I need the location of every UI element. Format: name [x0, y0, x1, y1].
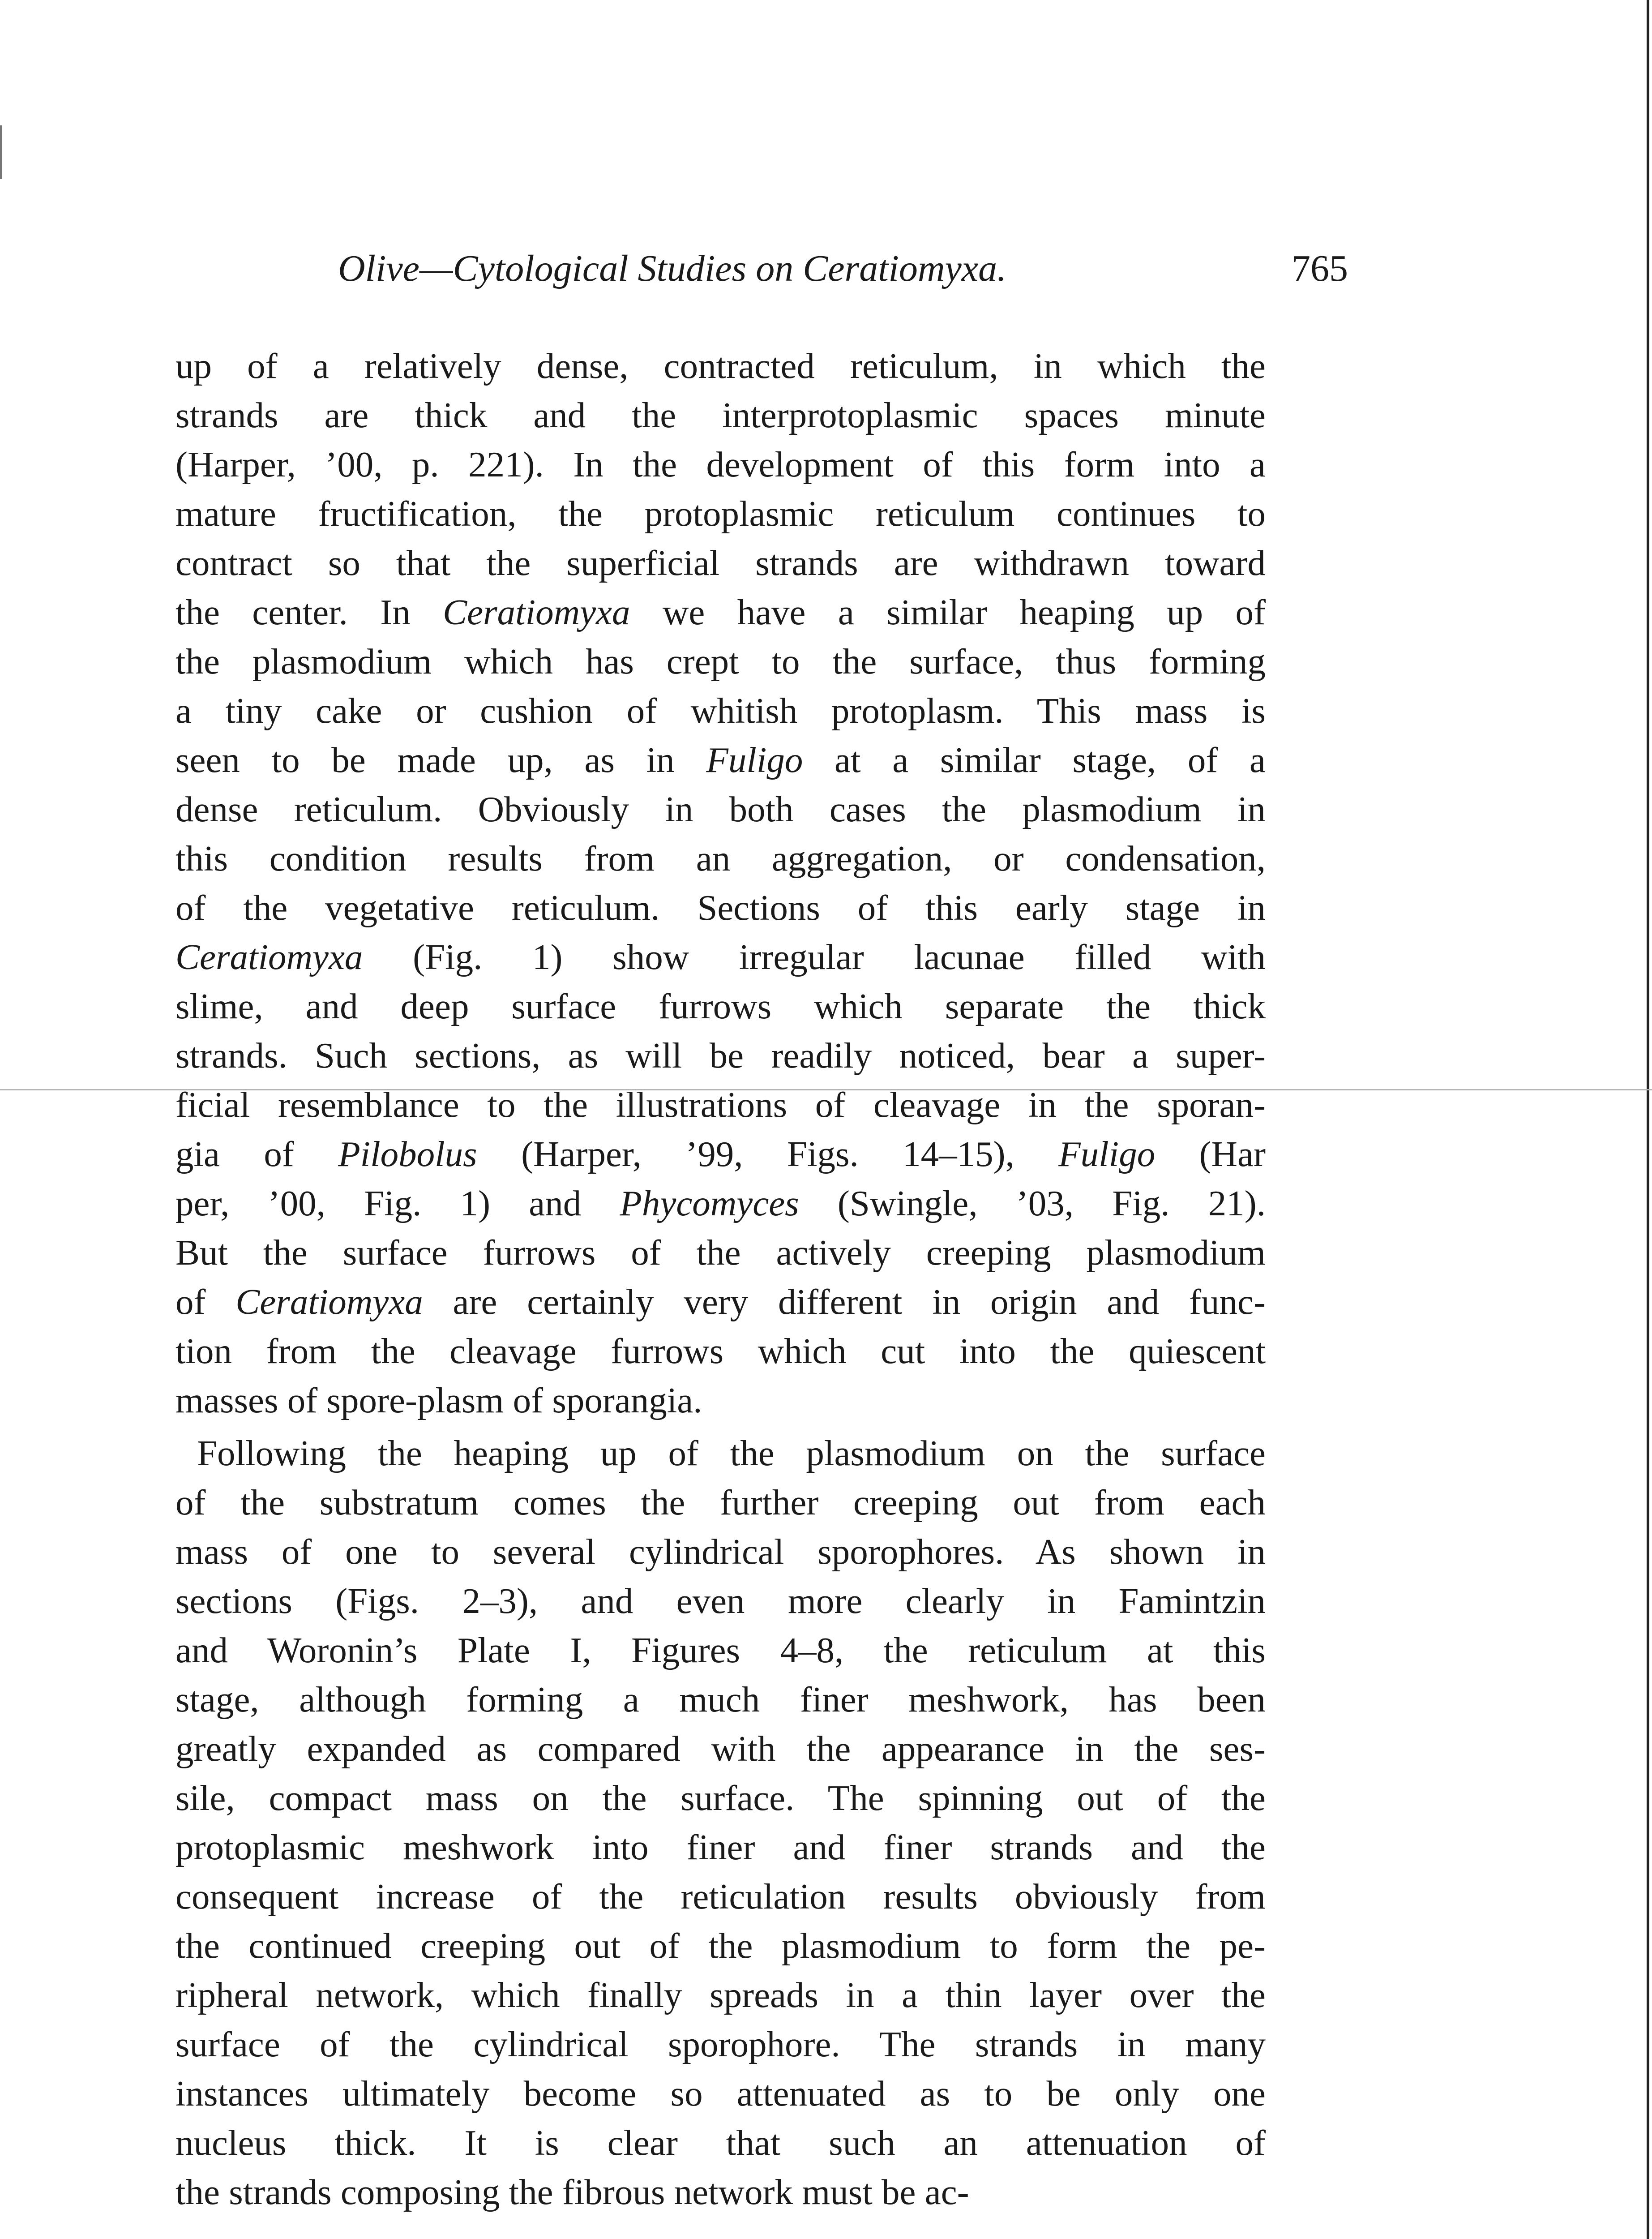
text-line — [175, 2069, 1266, 2118]
text-line — [175, 686, 1266, 735]
text-run: stage, although forming a much finer meshwork, has been — [175, 1679, 1266, 1720]
text-run: the continued creeping out of the plasmodium to form the pe- — [175, 1926, 1266, 1966]
text-run: tion from the cleavage furrows which cut into the quiescent — [175, 1331, 1266, 1371]
text-run: the strands composing the fibrous network must be ac- — [175, 2172, 969, 2212]
text-line — [175, 2020, 1266, 2069]
text-run: gia of — [175, 1134, 338, 1174]
text-run: contract so that the superficial strands are withdrawn toward — [175, 543, 1266, 583]
text-run: (Fig. 1) show irregular lacunae filled with — [363, 937, 1266, 977]
text-line — [175, 538, 1266, 588]
text-line — [175, 1921, 1266, 1970]
text-line — [175, 2118, 1266, 2167]
text-run: instances ultimately become so attenuated as to be only one — [175, 2073, 1266, 2114]
text-run: protoplasmic meshwork into finer and finer strands and the — [175, 1827, 1266, 1867]
text-run: the plasmodium which has crept to the surface, thus forming — [175, 641, 1266, 682]
text-run: nucleus thick. It is clear that such an attenuation of — [175, 2123, 1266, 2163]
text-run: (Har — [1155, 1134, 1266, 1174]
text-line — [175, 1228, 1266, 1277]
text-run: consequent increase of the reticulation results obviously from — [175, 1876, 1266, 1917]
italic-term: Ceratiomyxa — [175, 937, 363, 977]
text-line — [175, 489, 1266, 538]
text-run: are certainly very different in origin and func- — [423, 1282, 1266, 1322]
text-line — [175, 2167, 1266, 2217]
italic-term: Ceratiomyxa — [443, 592, 630, 632]
text-run: But the surface furrows of the actively creeping plasmodium — [175, 1232, 1266, 1273]
running-title: Olive—Cytological Studies on Ceratiomyxa. — [338, 248, 1007, 289]
text-run: of the vegetative reticulum. Sections of this early stage in — [175, 888, 1266, 928]
italic-term: Ceratiomyxa — [235, 1282, 423, 1322]
text-run: mass of one to several cylindrical sporophores. As shown in — [175, 1531, 1266, 1572]
paragraph — [175, 341, 1266, 1425]
text-run: per, ’00, Fig. 1) and — [175, 1183, 620, 1223]
italic-term: Phycomyces — [620, 1183, 799, 1223]
text-line — [175, 1376, 1266, 1425]
italic-term: Pilobolus — [338, 1134, 477, 1174]
text-run: greatly expanded as compared with the appearance in the ses- — [175, 1729, 1266, 1769]
text-line — [175, 1773, 1266, 1823]
italic-term: Fuligo — [1058, 1134, 1156, 1174]
text-line — [175, 637, 1266, 686]
text-run: (Swingle, ’03, Fig. 21). — [799, 1183, 1266, 1223]
text-run: masses of spore-plasm of sporangia. — [175, 1380, 702, 1420]
text-line — [175, 341, 1266, 390]
text-line — [175, 1031, 1266, 1080]
text-run: ripheral network, which finally spreads in a thin layer over the — [175, 1975, 1266, 2015]
text-run: mature fructification, the protoplasmic reticulum continues to — [175, 493, 1266, 534]
text-line — [175, 1478, 1266, 1527]
text-line — [175, 932, 1266, 982]
text-line — [175, 883, 1266, 932]
text-line — [175, 1576, 1266, 1626]
text-line — [175, 1129, 1266, 1179]
text-line — [175, 1675, 1266, 1724]
text-run: the center. In — [175, 592, 443, 632]
text-line — [175, 1080, 1266, 1129]
text-line — [175, 982, 1266, 1031]
text-line — [175, 588, 1266, 637]
text-run: strands. Such sections, as will be readily noticed, bear a super- — [175, 1035, 1266, 1076]
body-text — [175, 341, 1266, 2217]
text-run: up of a relatively dense, contracted reticulum, in which the — [175, 346, 1266, 386]
text-run: this condition results from an aggregation, or condensation, — [175, 838, 1266, 879]
page-edge-mark — [0, 125, 6, 179]
text-run: seen to be made up, as in — [175, 740, 706, 780]
page-edge-shadow — [1647, 0, 1649, 2239]
paragraph — [175, 1428, 1266, 2217]
text-run: a tiny cake or cushion of whitish protoplasm. This mass is — [175, 691, 1266, 731]
text-run: and Woronin’s Plate I, Figures 4–8, the reticulum at this — [175, 1630, 1266, 1670]
text-run: (Harper, ’00, p. 221). In the development of this form into a — [175, 444, 1266, 485]
text-run: sections (Figs. 2–3), and even more clearly in Famintzin — [175, 1581, 1266, 1621]
text-run: of — [175, 1282, 236, 1322]
text-run: dense reticulum. Obviously in both cases the plasmodium in — [175, 789, 1266, 829]
text-line — [175, 1326, 1266, 1376]
text-run: we have a similar heaping up of — [630, 592, 1266, 632]
text-run: slime, and deep surface furrows which separate the thick — [175, 986, 1266, 1026]
text-line — [175, 1970, 1266, 2020]
italic-term: Fuligo — [706, 740, 803, 780]
text-line — [175, 1277, 1266, 1326]
text-line — [175, 440, 1266, 489]
text-line — [175, 1179, 1266, 1228]
text-line — [175, 1527, 1266, 1576]
text-line — [175, 1626, 1266, 1675]
text-line — [175, 1724, 1266, 1773]
page-number: 765 — [1292, 248, 1348, 289]
text-run: (Harper, ’99, Figs. 14–15), — [477, 1134, 1059, 1174]
text-line — [175, 1823, 1266, 1872]
text-line — [175, 834, 1266, 883]
text-run: sile, compact mass on the surface. The spinning out of the — [175, 1778, 1266, 1818]
paragraph-gap — [175, 1425, 1266, 1428]
text-line — [175, 785, 1266, 834]
text-line — [175, 390, 1266, 440]
text-run: of the substratum comes the further creeping out from each — [175, 1482, 1266, 1523]
text-line — [175, 1872, 1266, 1921]
text-run: strands are thick and the interprotoplasmic spaces minute — [175, 395, 1266, 435]
text-run: at a similar stage, of a — [803, 740, 1266, 780]
text-line — [175, 1428, 1266, 1478]
text-run: ficial resemblance to the illustrations of cleavage in the sporan- — [175, 1085, 1266, 1125]
text-run: Following the heaping up of the plasmodium on the surface — [197, 1433, 1266, 1473]
text-run: surface of the cylindrical sporophore. The strands in many — [175, 2024, 1266, 2064]
text-line — [175, 735, 1266, 785]
